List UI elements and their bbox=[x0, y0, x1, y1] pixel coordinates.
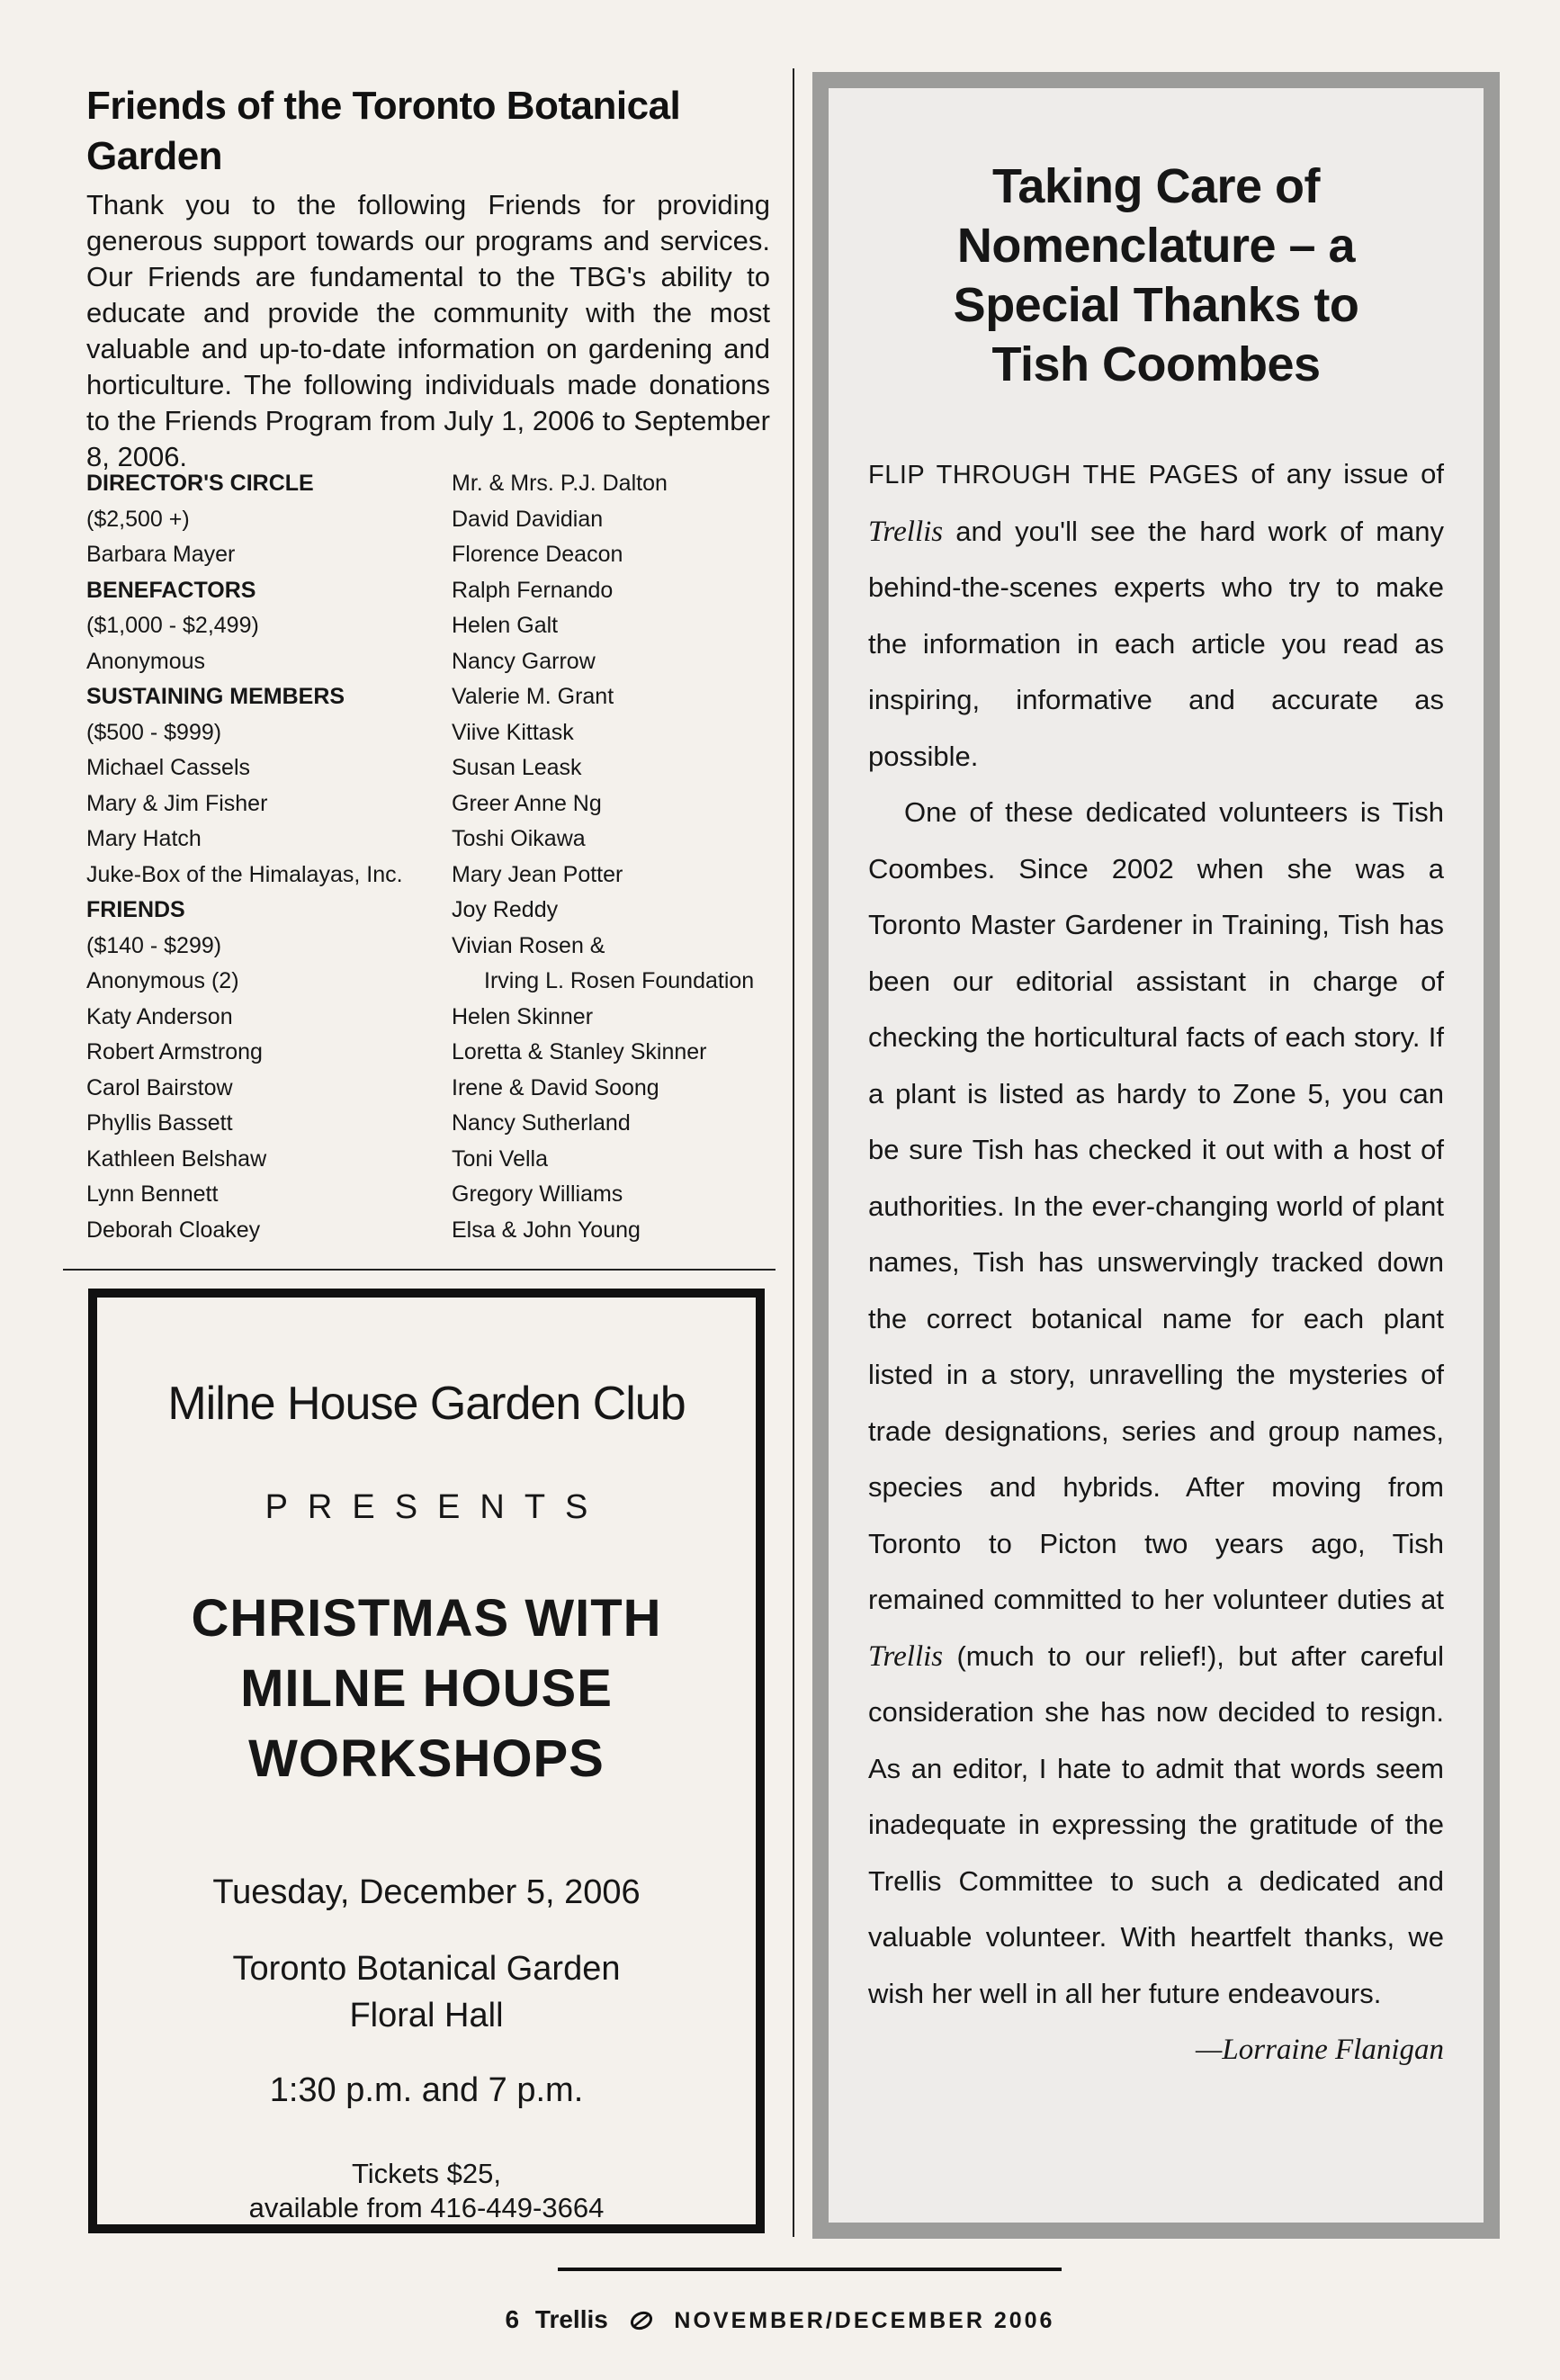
friends-section bbox=[86, 81, 770, 475]
donor-name: Irving L. Rosen Foundation bbox=[484, 968, 755, 993]
donor-name: Katy Anderson bbox=[86, 1003, 233, 1029]
ad-tickets bbox=[97, 2157, 756, 2225]
sidebar-title-line-4: Tish Coombes bbox=[991, 337, 1321, 391]
donor-name: Joy Reddy bbox=[452, 897, 559, 922]
sidebar-lead-in: FLIP THROUGH THE PAGES bbox=[868, 461, 1239, 489]
donor-name: Elsa & John Young bbox=[452, 1217, 641, 1243]
donor-name: Phyllis Bassett bbox=[86, 1110, 233, 1136]
ad-tickets-line-2: available from 416-449-3664 bbox=[248, 2192, 605, 2223]
donor-category-heading: SUSTAINING MEMBERS bbox=[86, 684, 345, 709]
page-number: 6 bbox=[505, 2305, 520, 2333]
donor-name: Toshi Oikawa bbox=[452, 826, 586, 851]
footer-magazine-name: Trellis bbox=[534, 2305, 608, 2333]
donor-column-2 bbox=[452, 466, 776, 1248]
ad-venue-line-2: Floral Hall bbox=[349, 1997, 504, 2034]
donor-name: Anonymous bbox=[86, 648, 206, 674]
donor-name: David Davidian bbox=[452, 506, 604, 532]
donor-name: Mr. & Mrs. P.J. Dalton bbox=[452, 471, 668, 496]
ad-date: Tuesday, December 5, 2006 bbox=[212, 1873, 641, 1911]
donor-category-range: ($1,000 - $2,499) bbox=[86, 613, 259, 638]
donor-name: Helen Skinner bbox=[452, 1003, 594, 1029]
donor-category-heading: DIRECTOR'S CIRCLE bbox=[86, 471, 314, 496]
donor-name: Kathleen Belshaw bbox=[86, 1145, 267, 1172]
sidebar-text: (much to our relief!), but after careful consideration she has now decided to resign. As an editor, I hate to admit that words seem inadequate in expressing the gratitude of the Trellis Committee to such a dedicated and valuable volunteer. With heartfelt thanks, we wish her well in all her future endeavours. bbox=[868, 1639, 1444, 2009]
sidebar-title-line-1: Taking Care of bbox=[991, 159, 1321, 213]
sidebar-article bbox=[812, 72, 1500, 2239]
donor-name: Vivian Rosen & bbox=[452, 932, 605, 958]
donor-name: Mary & Jim Fisher bbox=[86, 790, 268, 816]
ad-venue-line-1: Toronto Botanical Garden bbox=[232, 1950, 621, 1988]
donor-name: Mary Hatch bbox=[86, 826, 202, 851]
donor-name: Irene & David Soong bbox=[452, 1074, 659, 1100]
donor-category-range: ($2,500 +) bbox=[86, 506, 190, 532]
sidebar-paragraph-2 bbox=[868, 785, 1444, 2022]
donor-name: Viive Kittask bbox=[452, 719, 574, 745]
section-divider bbox=[63, 1269, 776, 1271]
sidebar-text: One of these dedicated volunteers is Tish Coombes. Since 2002 when she was a Toronto Master Gardener in Training, Tish has been our editorial assistant in charge of checking the horticultural facts of each story. If a plant is listed as hardy to Zone 5, you can be sure Tish has checked it out with a host of authorities. In the ever-changing world of plant names, Tish has unswervingly tracked down the correct botanical name for each plant listed in a story, unravelling the mysteries of trade designations, series and group names, species and hybrids. After moving from Toronto to Picton two years ago, Tish remained committed to her volunteer duties at bbox=[868, 796, 1444, 1615]
magazine-name: Trellis bbox=[868, 1639, 944, 1673]
donor-name: Susan Leask bbox=[452, 755, 582, 780]
donor-name: Lynn Bennett bbox=[86, 1181, 219, 1207]
sidebar-title bbox=[829, 157, 1484, 394]
donor-name: Barbara Mayer bbox=[86, 542, 236, 567]
sidebar-title-line-2: Nomenclature – a bbox=[956, 219, 1356, 273]
ad-headline bbox=[97, 1584, 756, 1794]
donor-name: Juke-Box of the Himalayas, Inc. bbox=[86, 861, 403, 887]
column-divider bbox=[793, 68, 794, 2237]
sidebar-paragraph-1 bbox=[868, 446, 1444, 785]
ad-headline-line-2: MILNE HOUSE bbox=[240, 1659, 613, 1718]
footer-rule bbox=[558, 2268, 1062, 2271]
event-advertisement bbox=[88, 1289, 765, 2233]
donor-category-range: ($140 - $299) bbox=[86, 932, 222, 958]
donor-name: Gregory Williams bbox=[452, 1181, 623, 1207]
ad-tickets-line-1: Tickets $25, bbox=[352, 2158, 501, 2189]
friends-intro: Thank you to the following Friends for providing generous support towards our programs and services. Our Friends are fundamental to the TBG's ability to educate and provide the community with the most valuable and up-to-date information on gardening and horticulture. The following individuals made donations to the Friends Program from July 1, 2006 to September 8, 2006. bbox=[86, 189, 770, 472]
sidebar-panel bbox=[829, 88, 1484, 2223]
donor-name: Helen Galt bbox=[452, 613, 559, 638]
magazine-name: Trellis bbox=[868, 515, 944, 548]
page-footer bbox=[0, 2305, 1560, 2334]
donor-name: Michael Cassels bbox=[86, 755, 251, 780]
donor-list bbox=[86, 466, 770, 1258]
donor-name: Valerie M. Grant bbox=[452, 684, 614, 709]
donor-name: Ralph Fernando bbox=[452, 577, 614, 603]
donor-name: Nancy Garrow bbox=[452, 648, 596, 674]
sidebar-body bbox=[868, 446, 1444, 2079]
ad-headline-line-3: WORKSHOPS bbox=[248, 1729, 605, 1788]
friends-title: Friends of the Toronto Botanical Garden bbox=[86, 84, 681, 178]
donor-name: Carol Bairstow bbox=[86, 1074, 233, 1100]
sidebar-title-line-3: Special Thanks to bbox=[953, 278, 1359, 332]
ad-presents: PRESENTS bbox=[264, 1488, 608, 1526]
author-byline: —Lorraine Flanigan bbox=[1196, 2034, 1444, 2066]
donor-name: Robert Armstrong bbox=[86, 1039, 263, 1064]
sidebar-text: and you'll see the hard work of many behind-the-scenes experts who try to make the information in each article you read as inspiring, informative and accurate as possible. bbox=[868, 515, 1444, 772]
trellis-leaf-icon bbox=[630, 2311, 653, 2331]
donor-name: Florence Deacon bbox=[452, 542, 623, 567]
sidebar-text: of any issue of bbox=[1238, 458, 1444, 489]
ad-venue bbox=[97, 1945, 756, 2039]
donor-name: Anonymous (2) bbox=[86, 968, 239, 993]
donor-name: Deborah Cloakey bbox=[86, 1217, 261, 1243]
ad-club-name: Milne House Garden Club bbox=[167, 1378, 686, 1430]
donor-name: Toni Vella bbox=[452, 1145, 549, 1172]
donor-category-heading: BENEFACTORS bbox=[86, 577, 256, 603]
donor-category-range: ($500 - $999) bbox=[86, 719, 222, 745]
ad-times: 1:30 p.m. and 7 p.m. bbox=[269, 2071, 584, 2109]
donor-name: Loretta & Stanley Skinner bbox=[452, 1039, 707, 1064]
issue-date: NOVEMBER/DECEMBER 2006 bbox=[674, 2308, 1055, 2333]
donor-category-heading: FRIENDS bbox=[86, 897, 185, 922]
donor-name: Greer Anne Ng bbox=[452, 790, 602, 816]
donor-column-1 bbox=[86, 466, 428, 1248]
donor-name: Mary Jean Potter bbox=[452, 861, 623, 887]
ad-headline-line-1: CHRISTMAS WITH bbox=[191, 1589, 662, 1648]
donor-name: Nancy Sutherland bbox=[452, 1110, 631, 1136]
